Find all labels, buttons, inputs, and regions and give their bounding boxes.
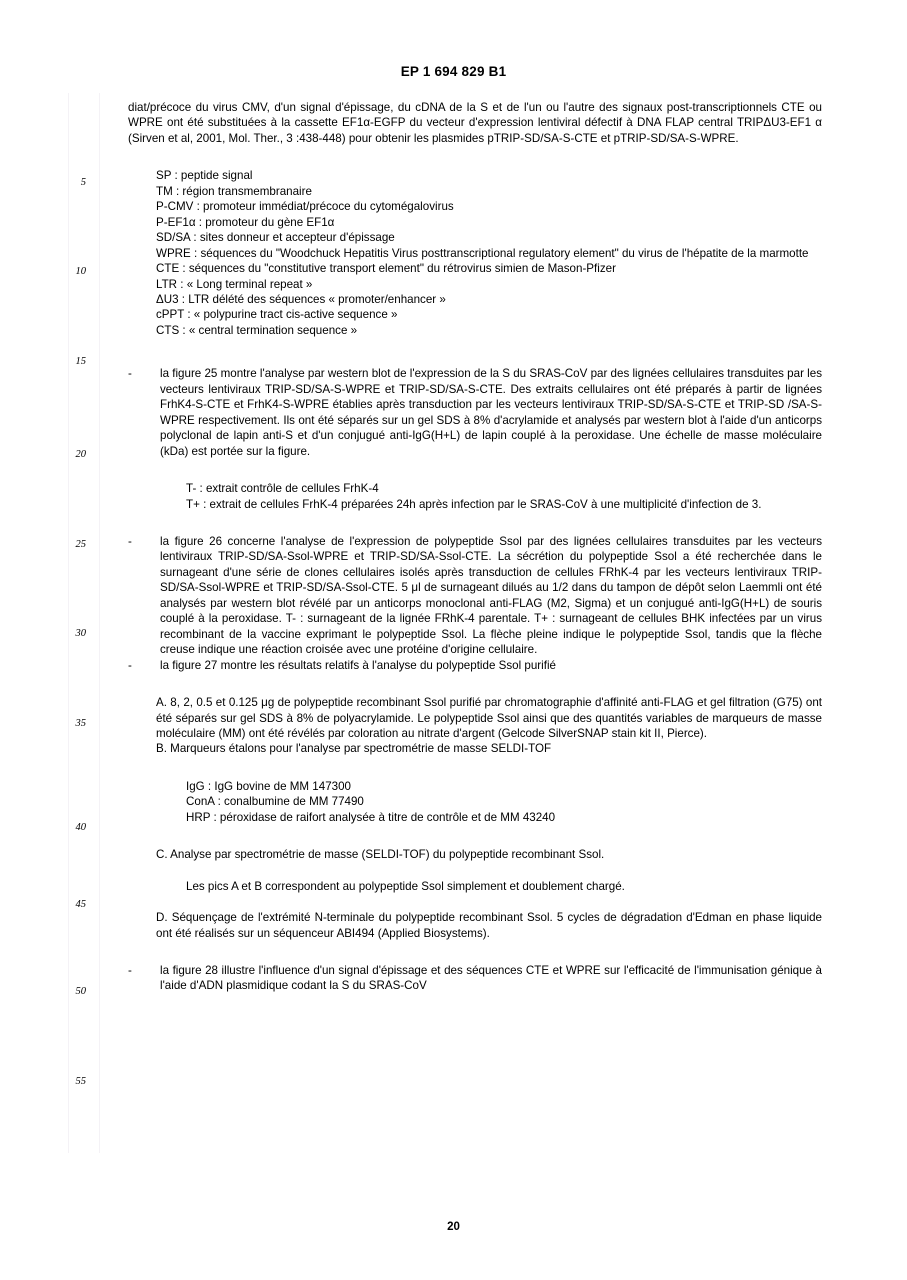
seldi-marker-line: ConA : conalbumine de MM 77490 (186, 795, 364, 809)
abbreviation-line: WPRE : séquences du "Woodchuck Hepatitis Virus posttranscriptional regulatory element" du virus de l'hépatite de la marmotte (156, 246, 809, 260)
abbreviation-line: P-CMV : promoteur immédiat/précoce du cytomégalovirus (156, 200, 454, 214)
figure-25-legend-line: T- : extrait contrôle de cellules FrhK-4 (186, 482, 379, 496)
line-number: 10 (75, 266, 86, 277)
abbreviation-line: CTS : « central termination sequence » (156, 323, 358, 337)
figure-27-paragraph: la figure 27 montre les résultats relatifs à l'analyse du polypeptide Ssol purifié (160, 658, 556, 672)
figure-27-item (128, 658, 822, 673)
line-number: 20 (75, 449, 86, 460)
seldi-marker-list (186, 779, 822, 825)
figure-27-item-c-note: Les pics A et B correspondent au polypeptide Ssol simplement et doublement chargé. (186, 879, 625, 893)
dash-marker: - (128, 367, 132, 381)
abbreviation-line: P-EF1α : promoteur du gène EF1α (156, 215, 335, 229)
body-column (128, 100, 822, 994)
figure-25-paragraph: la figure 25 montre l'analyse par western blot de l'expression de la S du SRAS-CoV par des lignées cellulaires transduites par les vecteurs lentiviraux TRIP-SD/SA-S-WPRE et TRIP-SD/SA-S-CTE. Des extraits cellulaires ont été préparés à partir de lignées FrhK4-S-CTE et FrhK4-S-WPRE établies après transduction par les vecteurs lentiviraux TRIP-SD/SA-S-CTE et TRIP-SD /SA-S-WPRE respectivement. Ils ont été séparés sur un gel SDS à 8% d'acrylamide et analysés par western blot à l'aide d'un anticorps polyclonal de lapin anti-S et d'un conjugué anti-IgG(H+L) de lapin couplé à la peroxidase. Une échelle de masse moléculaire (kDa) est portée sur la figure. (160, 367, 822, 458)
abbreviation-list (156, 168, 822, 338)
line-number: 30 (75, 628, 86, 639)
figure-27-section-a-wrap (156, 695, 822, 757)
figure-27-item-b: B. Marqueurs étalons pour l'analyse par spectrométrie de masse SELDI-TOF (156, 742, 552, 756)
figure-28-paragraph: la figure 28 illustre l'influence d'un signal d'épissage et des séquences CTE et WPRE sur l'efficacité de l'immunisation génique à l'aide d'ADN plasmidique codant la S du SRAS-CoV (160, 964, 822, 993)
margin-rule-right (99, 93, 100, 1153)
figure-26-paragraph: la figure 26 concerne l'analyse de l'expression de polypeptide Ssol par des lignées cellulaires transduites par les vecteurs lentiviraux TRIP-SD/SA-Ssol-WPRE et TRIP-SD/SA-Ssol-CTE. La sécrétion du polypeptide Ssol a été recherchée dans le surnageant d'une série de clones cellulaires isolés après transduction de cellules FRhK-4 par les vecteurs lentiviraux TRIP-SD/SA-Ssol-WPRE et TRIP-SD/SA-Ssol-CTE. 5 μl de surnageant dilués au 1/2 dans du tampon de dépôt selon Laemmli ont été analysés par western blot révélé par un anticorps monoclonal anti-FLAG (M2, Sigma) et un conjugué anti-IgG(H+L) de souris couplé à la peroxidase. T- : surnageant de la lignée FRhK-4 parentale. T+ : surnageant de cellules BHK infectées par un virus recombinant de la vaccine exprimant le polypeptide Ssol. La flèche pleine indique le polypeptide Ssol, tandis que la flèche creuse indique une réaction croisée avec une protéine d'origine cellulaire. (160, 534, 822, 657)
dash-marker: - (128, 534, 132, 548)
abbreviation-line: LTR : « Long terminal repeat » (156, 277, 313, 291)
abbreviation-line: cPPT : « polypurine tract cis-active sequence » (156, 308, 398, 322)
abbreviation-line: ΔU3 : LTR délété des séquences « promoter/enhancer » (156, 292, 446, 306)
seldi-marker-line: HRP : péroxidase de raifort analysée à titre de contrôle et de MM 43240 (186, 810, 556, 824)
line-number: 45 (75, 899, 86, 910)
figure-27-item-d: D. Séquençage de l'extrémité N-terminale du polypeptide recombinant Ssol. 5 cycles de dégradation d'Edman en phase liquide ont été réalisés sur un séquenceur ABI494 (Applied Biosystems). (156, 911, 822, 940)
figure-28-item (128, 963, 822, 994)
figure-26-item (128, 534, 822, 658)
line-number: 15 (75, 356, 86, 367)
abbreviation-line: SP : peptide signal (156, 169, 253, 183)
line-number-gutter (0, 0, 96, 1280)
line-number: 25 (75, 539, 86, 550)
abbreviation-line: SD/SA : sites donneur et accepteur d'épissage (156, 231, 395, 245)
page-header: EP 1 694 829 B1 (400, 64, 507, 79)
intro-paragraph: diat/précoce du virus CMV, d'un signal d'épissage, du cDNA de la S et de l'un ou l'autre des signaux post-transcriptionnels CTE ou WPRE ont été substituées à la cassette EF1α-EGFP du vecteur d'expression lentiviral défectif à DNA FLAP central TRIPΔU3-EF1 α (Sirven et al, 2001, Mol. Ther., 3 :438-448) pour obtenir les plasmides pTRIP-SD/SA-S-CTE et pTRIP-SD/SA-S-WPRE. (128, 101, 822, 145)
line-number: 40 (75, 822, 86, 833)
seldi-marker-line: IgG : IgG bovine de MM 147300 (186, 779, 351, 793)
figure-27-item-a: A. 8, 2, 0.5 et 0.125 μg de polypeptide recombinant Ssol purifié par chromatographie d'affinité anti-FLAG et gel filtration (G75) ont été séparés sur gel SDS à 8% de polyacrylamide. Le polypeptide Ssol ainsi que des quantités variables de marqueurs de masse moléculaire (MM) ont été révélés par coloration au nitrate d'argent (Gelcode SilverSNAP stain kit II, Pierce). (156, 696, 822, 740)
dash-marker: - (128, 964, 132, 978)
figure-25-item (128, 366, 822, 459)
dash-marker: - (128, 658, 132, 672)
line-number: 35 (75, 718, 86, 729)
figure-25-legend-line: T+ : extrait de cellules FrhK-4 préparées 24h après infection par le SRAS-CoV à une multiplicité d'infection de 3. (186, 497, 762, 511)
abbreviation-line: TM : région transmembranaire (156, 184, 312, 198)
line-number: 50 (75, 986, 86, 997)
page-number: 20 (447, 1221, 460, 1233)
figure-25-legend (186, 481, 822, 512)
figure-27-item-c: C. Analyse par spectrométrie de masse (SELDI-TOF) du polypeptide recombinant Ssol. (156, 848, 605, 862)
abbreviation-line: CTE : séquences du "constitutive transport element" du rétrovirus simien de Mason-Pfizer (156, 262, 616, 276)
line-number: 55 (75, 1076, 86, 1087)
line-number: 5 (80, 177, 86, 188)
